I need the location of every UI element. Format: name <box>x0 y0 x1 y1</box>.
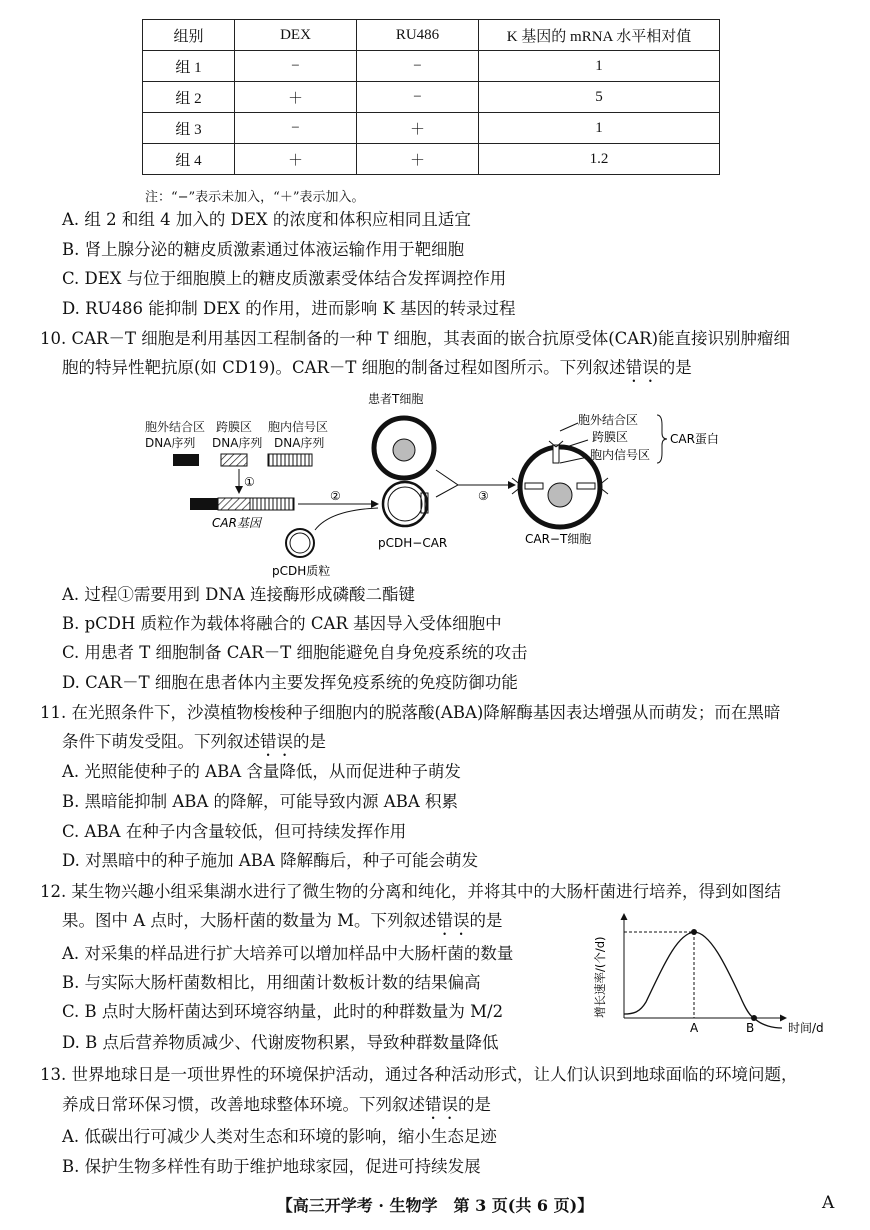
table-row <box>143 82 720 113</box>
x-axis-label: 时间/d <box>788 1021 824 1035</box>
emphasis-word: 错误 <box>436 911 470 930</box>
q11-stem-line2 <box>62 730 326 760</box>
table-cell: 1.2 <box>479 144 720 175</box>
label-patient-t: 患者T细胞 <box>368 392 424 406</box>
table-cell: ＋ <box>235 82 357 113</box>
table-cell: ＋ <box>235 144 357 175</box>
table-cell: − <box>357 82 479 113</box>
car-receptor-top <box>553 445 559 463</box>
label-car-gene: CAR基因 <box>212 516 261 530</box>
extracellular-dna-block <box>173 454 199 466</box>
stem-text: 的是 <box>458 1095 491 1114</box>
plasmid-arrow <box>315 508 378 530</box>
emphasis-word: 错误 <box>625 358 659 377</box>
q9-option-a: A. 组 2 和组 4 加入的 DEX 的浓度和体积应相同且适宜 <box>62 210 471 229</box>
table-header-cell: K 基因的 mRNA 水平相对值 <box>479 20 720 51</box>
q11-option-b: B. 黑暗能抑制 ABA 的降解，可能导致内源 ABA 积累 <box>62 792 459 811</box>
stem-text: 果。图中 A 点时，大肠杆菌的数量为 M。下列叙述 <box>62 911 437 930</box>
q13-stem-line1: 13. 世界地球日是一项世界性的环境保护活动，通过各种活动形式，让人们认识到地球面临的环境问题， <box>40 1065 798 1084</box>
q12-option-c: C. B 点时大肠杆菌达到环境容纳量，此时的种群数量为 M/2 <box>62 1002 504 1021</box>
point-a-label: A <box>690 1021 699 1035</box>
point-b-label: B <box>746 1021 755 1035</box>
table-cell: 1 <box>479 51 720 82</box>
intracellular-dna-block <box>268 454 312 466</box>
table-header-cell: RU486 <box>357 20 479 51</box>
table-row <box>143 113 720 144</box>
q9-option-c: C. DEX 与位于细胞膜上的糖皮质激素受体结合发挥调控作用 <box>62 269 507 288</box>
car-receptor-right <box>577 483 595 489</box>
car-t-diagram <box>140 385 740 580</box>
label-car-t: CAR−T细胞 <box>525 532 592 546</box>
car-gene-part2 <box>218 498 250 510</box>
table-row <box>143 144 720 175</box>
step3-label: ③ <box>478 489 489 503</box>
stem-text: 养成日常环保习惯，改善地球整体环境。下列叙述 <box>62 1095 425 1114</box>
q11-stem-line1: 11. 在光照条件下，沙漠植物梭梭种子细胞内的脱落酸(ABA)降解酶基因表达增强从而萌发；而在黑暗 <box>40 703 781 722</box>
table-cell: 5 <box>479 82 720 113</box>
label-r-intracellular: 胞内信号区 <box>590 448 651 462</box>
q12-option-a: A. 对采集的样品进行扩大培养可以增加样品中大肠杆菌的数量 <box>62 944 514 963</box>
growth-rate-chart <box>586 910 836 1035</box>
q10-option-a: A. 过程①需要用到 DNA 连接酶形成磷酸二酯键 <box>62 585 415 604</box>
q10-stem-line1: 10. CAR－T 细胞是利用基因工程制备的一种 T 细胞，其表面的嵌合抗原受体(CAR)能直接识别肿瘤细 <box>40 329 791 348</box>
data-table <box>142 19 720 175</box>
label-r-extracellular: 胞外结合区 <box>578 413 639 427</box>
q12-stem-line2 <box>62 909 503 939</box>
pcdh-car-plasmid-inner <box>388 487 422 521</box>
car-receptor-left <box>525 483 543 489</box>
q13-stem-line2 <box>62 1093 491 1123</box>
table-header-row <box>143 20 720 51</box>
car-gene-part1 <box>190 498 218 510</box>
pointer-line <box>560 423 578 431</box>
label-transmembrane: 跨膜区 <box>216 420 253 434</box>
table-cell: ＋ <box>357 113 479 144</box>
paper-version: A <box>822 1193 835 1213</box>
q9-option-b: B. 肾上腺分泌的糖皮质激素通过体液运输作用于靶细胞 <box>62 240 465 259</box>
t-cell-nucleus <box>393 439 415 461</box>
table-cell: − <box>235 113 357 144</box>
q10-option-d: D. CAR－T 细胞在患者体内主要发挥免疫系统的免疫防御功能 <box>62 673 518 692</box>
q12-stem-line1: 12. 某生物兴趣小组采集湖水进行了微生物的分离和纯化，并将其中的大肠杆菌进行培养，得到如图结 <box>40 882 781 901</box>
table-cell: 组 2 <box>143 82 235 113</box>
q10-option-b: B. pCDH 质粒作为载体将融合的 CAR 基因导入受体细胞中 <box>62 614 502 633</box>
q9-option-d: D. RU486 能抑制 DEX 的作用，进而影响 K 基因的转录过程 <box>62 299 516 318</box>
table-cell: ＋ <box>357 144 479 175</box>
point-a-marker <box>691 929 697 935</box>
q10-stem-line2 <box>62 356 692 386</box>
table-cell: 1 <box>479 113 720 144</box>
table-header-cell: DEX <box>235 20 357 51</box>
q11-option-d: D. 对黑暗中的种子施加 ABA 降解酶后，种子可能会萌发 <box>62 851 479 870</box>
table-header-cell: 组别 <box>143 20 235 51</box>
growth-curve <box>624 932 782 1028</box>
page-footer: 【高三开学考 · 生物学 第 3 页(共 6 页)】 <box>276 1196 594 1215</box>
q13-option-b: B. 保护生物多样性有助于维护地球家园，促进可持续发展 <box>62 1157 481 1176</box>
merge-lines <box>436 470 458 497</box>
table-cell: 组 1 <box>143 51 235 82</box>
q13-option-a: A. 低碳出行可减少人类对生态和环境的影响，缩小生态足迹 <box>62 1127 497 1146</box>
stem-text: 条件下萌发受阻。下列叙述 <box>62 732 260 751</box>
car-gene-part3 <box>250 498 294 510</box>
brace <box>657 415 667 463</box>
transmembrane-dna-block <box>221 454 247 466</box>
stem-text: 的是 <box>658 358 692 377</box>
stem-text: 的是 <box>469 911 503 930</box>
table-note: 注：“−”表示未加入，“＋”表示加入。 <box>145 190 365 205</box>
label-pcdh-car: pCDH−CAR <box>378 536 448 550</box>
label-dna-2: DNA序列 <box>212 436 263 450</box>
label-pcdh: pCDH质粒 <box>272 564 331 578</box>
car-insert <box>421 493 428 513</box>
emphasis-word: 错误 <box>260 732 293 751</box>
step1-label: ① <box>244 475 255 489</box>
y-axis-label: 增长速率/(个/d) <box>593 936 607 1018</box>
table-cell: 组 3 <box>143 113 235 144</box>
q10-option-c: C. 用患者 T 细胞制备 CAR－T 细胞能避免自身免疫系统的攻击 <box>62 643 528 662</box>
label-dna-3: DNA序列 <box>274 436 325 450</box>
q11-option-a: A. 光照能使种子的 ABA 含量降低，从而促进种子萌发 <box>62 762 461 781</box>
label-r-transmembrane: 跨膜区 <box>592 430 629 444</box>
stem-text: 胞的特异性靶抗原(如 CD19)。CAR－T 细胞的制备过程如图所示。下列叙述 <box>62 358 626 377</box>
label-car-protein: CAR蛋白 <box>670 432 719 446</box>
pcdh-car-plasmid-icon <box>383 482 427 526</box>
q12-option-d: D. B 点后营养物质减少、代谢废物积累，导致种群数量降低 <box>62 1033 499 1052</box>
q12-option-b: B. 与实际大肠杆菌数相比，用细菌计数板计数的结果偏高 <box>62 973 481 992</box>
table-cell: − <box>235 51 357 82</box>
table-cell: 组 4 <box>143 144 235 175</box>
table-cell: − <box>357 51 479 82</box>
pcdh-plasmid-inner <box>290 533 310 553</box>
step2-label: ② <box>330 489 341 503</box>
label-intracellular: 胞内信号区 <box>268 420 329 434</box>
label-dna-1: DNA序列 <box>145 436 196 450</box>
emphasis-word: 错误 <box>425 1095 458 1114</box>
label-extracellular: 胞外结合区 <box>145 420 206 434</box>
q11-option-c: C. ABA 在种子内含量较低，但可持续发挥作用 <box>62 822 407 841</box>
table-row <box>143 51 720 82</box>
stem-text: 的是 <box>293 732 326 751</box>
car-t-nucleus <box>548 483 572 507</box>
